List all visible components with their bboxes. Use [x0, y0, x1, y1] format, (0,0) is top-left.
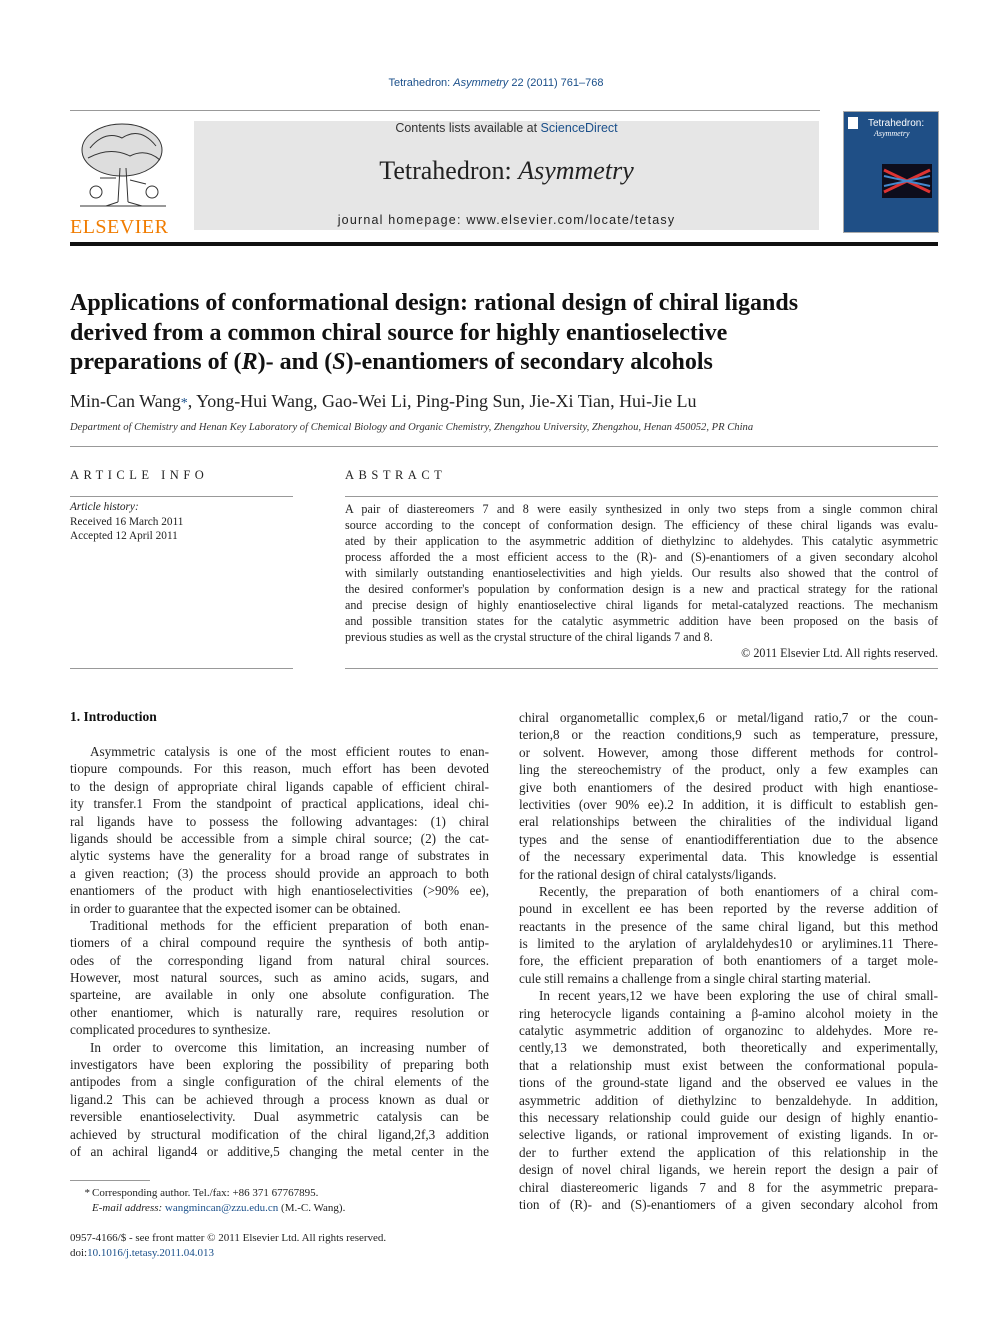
body-line: ling the stereochemistry of the product, only a few examples can [519, 762, 938, 778]
body-line: this necessary relationship could guide our design of highly enantio- [519, 1109, 938, 1125]
author[interactable]: Gao-Wei Li [321, 391, 407, 411]
body-line: tiomers of a chiral compound require the synthesis of both antip- [70, 935, 489, 951]
abstract-rule [345, 496, 938, 497]
cover-badge [848, 117, 858, 129]
email-label: E-mail address: [92, 1201, 165, 1214]
contents-prefix: Contents lists available at [395, 121, 541, 135]
title-line: Applications of conformational design: rational design of chiral ligands [70, 290, 799, 316]
body-line: sparteine, are available in only one absolute configuration. The [70, 987, 489, 1003]
email-suffix: (M.-C. Wang). [278, 1201, 346, 1214]
citation-journal-italic: Asymmetry [453, 77, 509, 89]
journal-cover[interactable] [843, 111, 939, 233]
citation-rest: 22 (2011) 761–768 [508, 77, 604, 89]
abstract-line: and precise design of highly enantioselective chiral ligands for metal-catalyzed reactions. The mechanism [345, 598, 938, 612]
body-line: pound in excellent ee has been reported by the reverse addition of [519, 901, 938, 917]
body-line: fore, the efficient preparation of both enantiomers of a target mole- [519, 953, 938, 969]
body-line: Recently, the preparation of both enantiomers of a chiral com- [539, 883, 938, 899]
body-line: enantiomers of the product with high enantioselectivities (>90% ee), [70, 883, 489, 899]
abstract-bottom-rule [345, 668, 938, 669]
body-line: chiral diastereomeric ligands 7 and 8 for the asymmetric prepara- [519, 1179, 938, 1195]
journal-citation[interactable] [0, 77, 992, 89]
page-footer [70, 1231, 386, 1260]
abstract-line: previous studies as well as the crystal structure of the chiral ligands 7 and 8. [345, 630, 713, 644]
journal-title-italic: Asymmetry [518, 156, 634, 185]
received-date: Received 16 March 2011 [70, 515, 184, 528]
sciencedirect-link[interactable]: ScienceDirect [540, 121, 618, 135]
abstract-line: the desired conformer's population by conformation design is a new and practical strategy for the rational [345, 582, 938, 596]
body-line: asymmetric addition of diethylzinc to benzaldehyde. In addition, [519, 1092, 938, 1108]
article-info-heading: ARTICLE INFO [70, 468, 209, 482]
homepage-prefix: journal homepage: [337, 213, 467, 227]
journal-banner [194, 121, 819, 230]
body-line: design of novel chiral ligands, we herein report the design a pair of [519, 1162, 938, 1178]
body-line: give both enantiomers of the desired product with high enantiose- [519, 779, 938, 795]
body-line: catalytic asymmetric addition of organozinc to aldehydes. More re- [519, 1023, 938, 1039]
body-line: Asymmetric catalysis is one of the most efficient routes to enan- [90, 744, 489, 759]
homepage-url[interactable]: www.elsevier.com/locate/tetasy [466, 213, 676, 227]
body-line: However, most natural sources, such as amino acids, sugars, and [70, 970, 489, 986]
doi-label: doi: [70, 1246, 88, 1259]
author[interactable]: Hui-Jie Lu [619, 391, 697, 411]
body-line: reactants in the presence of the same chiral ligand, but this method [519, 918, 938, 934]
body-line: alytic systems have the generality for a broad range of substrates in [70, 848, 489, 864]
body-line: der to further extend the application of this relationship in the [519, 1144, 938, 1160]
journal-title [194, 156, 819, 186]
abstract-body [345, 501, 938, 661]
title-line [70, 348, 938, 378]
info-bottom-rule [70, 668, 293, 669]
body-line: ligands should be accessible from a simple chiral source; (2) the cat- [70, 830, 489, 846]
doi-link[interactable]: 10.1016/j.tetasy.2011.04.013 [87, 1246, 215, 1259]
body-line: lectivities (over 90% ee).2 In addition, it is difficult to establish gen- [519, 796, 938, 812]
accepted-date: Accepted 12 April 2011 [70, 530, 178, 542]
body-line: ity transfer.1 From the standpoint of practical applications, ideal chi- [70, 796, 489, 812]
body-line: reversible enantioselectivity. Dual asymmetric catalysis can be [70, 1109, 489, 1125]
corresponding-marker[interactable]: * [180, 396, 188, 411]
issn-line: 0957-4166/$ - see front matter © 2011 Elsevier Ltd. All rights reserved. [70, 1232, 387, 1244]
copyright: © 2011 Elsevier Ltd. All rights reserved. [741, 646, 938, 660]
body-line: is limited to the arylation of arylaldehydes10 or arylimines.11 There- [519, 936, 938, 952]
body-line: ring heterocycle ligands containing a β-amino alcohol moiety in the [519, 1005, 938, 1021]
body-line: tion of (R)- and (S)-enantiomers of a given secondary alcohol from [519, 1196, 938, 1212]
author[interactable]: Min-Can Wang [70, 391, 181, 411]
article-title [70, 289, 938, 378]
elsevier-tree-icon [70, 118, 174, 210]
top-rule [70, 110, 820, 111]
body-line: cule still remains a challenge from a single chiral starting material. [519, 970, 871, 986]
body-line: In order to overcome this limitation, an increasing number of [90, 1039, 489, 1055]
body-line: selective ligands, or rational improvement of existing ligands. In or- [519, 1127, 938, 1143]
body-line: types and the sense of enantiodifferentiation due to the absence [519, 831, 938, 847]
corresponding-note [70, 1186, 345, 1201]
body-line: tions of the ground-state ligand and the observed ee values in the [519, 1075, 938, 1091]
abstract-line: and possible transition states for the catalytic asymmetric addition have been proposed on the basis of [345, 614, 938, 628]
email-note [70, 1201, 345, 1216]
cover-art-icon [882, 164, 932, 198]
title-part: preparations of ( [70, 349, 242, 375]
body-line: Traditional methods for the efficient preparation of both enan- [90, 917, 489, 933]
contents-line [194, 121, 819, 135]
body-line: or solvent. However, among those different methods for control- [519, 744, 938, 760]
title-r-italic: R [241, 349, 258, 375]
body-line: achieved by structural modification of the chiral ligand,2f,3 addition [70, 1126, 489, 1142]
footnote [70, 1186, 345, 1215]
author[interactable]: Yong-Hui Wang [196, 391, 313, 411]
title-part: )-enantiomers of secondary alcohols [345, 349, 713, 375]
abstract-heading: ABSTRACT [345, 468, 447, 482]
footnote-rule [70, 1180, 150, 1181]
body-line: of the necessary experimental data. This knowledge is essential [519, 849, 938, 865]
body-line: of an achiral ligand4 or additive,5 changing the metal center in the [70, 1143, 489, 1159]
publisher-name: ELSEVIER [70, 216, 169, 238]
journal-title-main: Tetrahedron: [379, 156, 519, 185]
abstract-line: source according to the concept of conformation design. The efficiency of these chiral ligands was evalu- [345, 518, 938, 532]
email-link[interactable]: wangmincan@zzu.edu.cn [164, 1201, 279, 1214]
cover-title: Tetrahedron: [868, 118, 925, 129]
body-line: ligand.2 This can be achieved through a process known as dual or [70, 1091, 489, 1107]
body-line: investigators have been exploring the possibility of preparing both [70, 1057, 489, 1073]
body-line: other enantiomer, which is naturally rare, requires resolution or [70, 1004, 489, 1020]
author[interactable]: Ping-Ping Sun [416, 391, 521, 411]
affiliation: Department of Chemistry and Henan Key Laboratory of Chemical Biology and Organic Chemistry, Zhengzhou University, Zhengzhou, Henan 450052, PR China [70, 422, 754, 433]
body-line: cently,13 we demonstrated, both theoretically and experimentally, [519, 1040, 938, 1056]
footnote-marker: * [84, 1187, 90, 1199]
history-label: Article history: [70, 501, 139, 513]
title-s-italic: S [332, 349, 346, 375]
body-line: chiral organometallic complex,6 or metal/ligand ratio,7 or the coun- [519, 710, 938, 725]
author-list: Min-Can Wang*, Yong-Hui Wang, Gao-Wei Li, Ping-Ping Sun, Jie-Xi Tian, Hui-Jie Lu [70, 391, 697, 411]
homepage-line [194, 213, 819, 227]
article-history [70, 500, 183, 544]
corresponding-text: Corresponding author. Tel./fax: +86 371 67767895. [92, 1187, 319, 1199]
intro-left-column [70, 743, 489, 1160]
body-line: terion,8 or the reaction conditions,9 such as temperature, pressure, [519, 727, 938, 743]
title-line: derived from a common chiral source for highly enantioselective [70, 319, 728, 346]
abstract-line: process afforded the a most efficient access to the (R)- and (S)-enantiomers of a given secondary alcohol [345, 550, 938, 564]
body-line: odes of the corresponding ligand from natural chiral sources. [70, 952, 489, 968]
body-line: for the rational design of chiral catalysts/ligands. [519, 866, 777, 882]
body-line: eral relationships between the chiralities of the individual ligand [519, 814, 938, 830]
section-heading: 1. Introduction [70, 709, 157, 724]
header-rule [70, 242, 938, 246]
doi-line [70, 1246, 386, 1261]
citation-journal: Tetrahedron: [388, 77, 454, 89]
intro-right-column [519, 709, 938, 1213]
author[interactable]: Jie-Xi Tian [529, 391, 611, 411]
body-line: ral ligands have to possess the following advantages: (1) chiral [70, 813, 489, 829]
abstract-line: A pair of diastereomers 7 and 8 were easily synthesized in only two steps from a single common chiral [345, 502, 938, 516]
body-line: tiopure compounds. For this reason, much effort has been devoted [70, 761, 489, 777]
abstract-line: with similarly outstanding enantioselectivities and high yields. Our results also showed that the control of [345, 566, 938, 580]
body-line: a given reaction; (3) the process should provide an approach to both [70, 865, 489, 881]
cover-subtitle: Asymmetry [874, 129, 910, 138]
body-line: In recent years,12 we have been exploring the use of chiral small- [539, 988, 938, 1004]
elsevier-logo[interactable] [70, 118, 174, 238]
body-line: to the design of appropriate chiral ligands capable of efficient chiral- [70, 778, 489, 794]
info-rule [70, 496, 293, 497]
abstract-line: ated by their application to the asymmetric addition of diethylzinc to aldehydes. This catalytic asymmetric [345, 534, 938, 548]
body-line: in order to guarantee that the expected isomer can be obtained. [70, 900, 401, 916]
body-line: antipodes from a single configuration of the chiral elements of the [70, 1074, 489, 1090]
body-line: complicated procedures to synthesize. [70, 1022, 271, 1038]
affiliation-rule [70, 446, 938, 447]
title-part: )- and ( [257, 349, 333, 375]
body-line: that a relationship must exist between the conformational popula- [519, 1057, 938, 1073]
